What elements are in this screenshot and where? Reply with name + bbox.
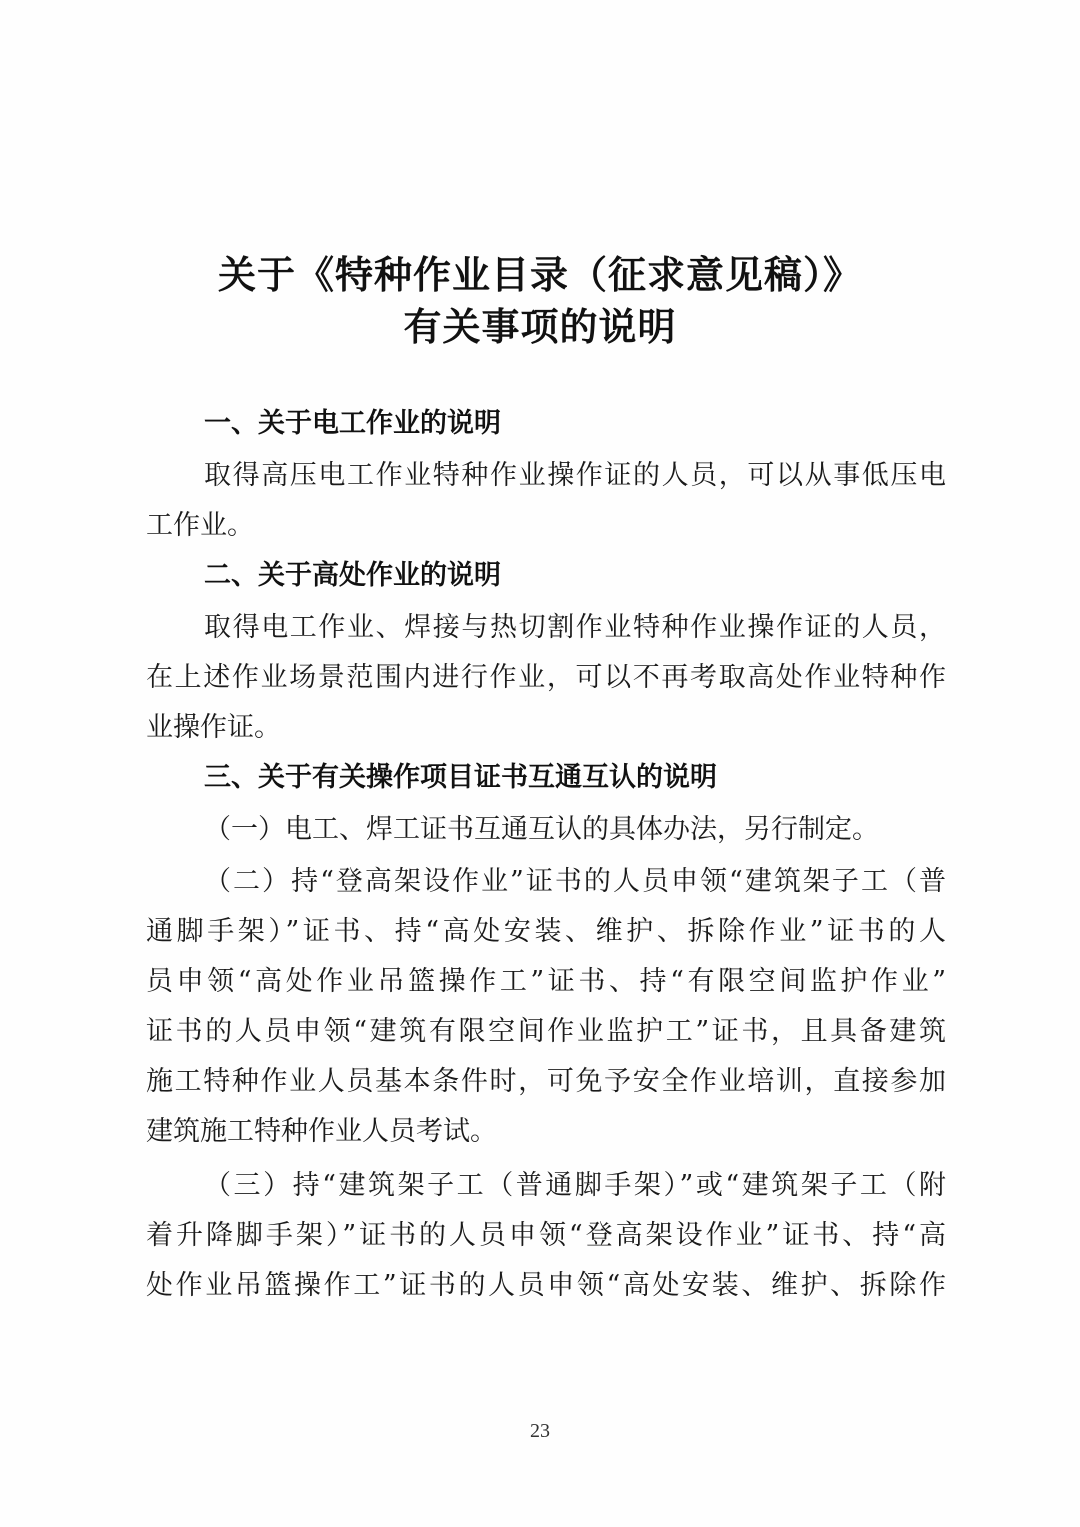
paragraph-line: 建筑施工特种作业人员考试。 xyxy=(146,1116,497,1147)
section-heading-electrician: 一、关于电工作业的说明 xyxy=(204,408,501,439)
paragraph-line: 通脚手架）”证书、持“高处安装、维护、拆除作业”证书的人 xyxy=(146,916,946,947)
paragraph-line: 着升降脚手架）”证书的人员申领“登高架设作业”证书、持“高 xyxy=(146,1220,946,1251)
paragraph-line: （二）持“登高架设作业”证书的人员申领“建筑架子工（普 xyxy=(204,866,946,897)
paragraph-line: 工作业。 xyxy=(146,510,254,541)
paragraph-line: （一）电工、焊工证书互通互认的具体办法，另行制定。 xyxy=(204,814,879,845)
section-heading-certificate-recognition: 三、关于有关操作项目证书互通互认的说明 xyxy=(204,762,717,793)
paragraph-line: （三）持“建筑架子工（普通脚手架）”或“建筑架子工（附 xyxy=(204,1170,946,1201)
document-title-line-2: 有关事项的说明 xyxy=(403,304,677,349)
paragraph-line: 证书的人员申领“建筑有限空间作业监护工”证书，且具备建筑 xyxy=(146,1016,946,1047)
section-heading-height-work: 二、关于高处作业的说明 xyxy=(204,560,501,591)
paragraph-line: 员申领“高处作业吊篮操作工”证书、持“有限空间监护作业” xyxy=(146,966,946,997)
page-number: 23 xyxy=(530,1420,550,1442)
paragraph-line: 业操作证。 xyxy=(146,712,281,743)
paragraph-line: 取得高压电工作业特种作业操作证的人员，可以从事低压电 xyxy=(204,460,946,491)
document-title-line-1: 关于《特种作业目录（征求意见稿）》 xyxy=(217,252,862,297)
paragraph-line: 施工特种作业人员基本条件时，可免予安全作业培训，直接参加 xyxy=(146,1066,946,1097)
paragraph-line: 取得电工作业、焊接与热切割作业特种作业操作证的人员， xyxy=(204,612,946,643)
paragraph-line: 在上述作业场景范围内进行作业，可以不再考取高处作业特种作 xyxy=(146,662,946,693)
paragraph-line: 处作业吊篮操作工”证书的人员申领“高处安装、维护、拆除作 xyxy=(146,1270,946,1301)
